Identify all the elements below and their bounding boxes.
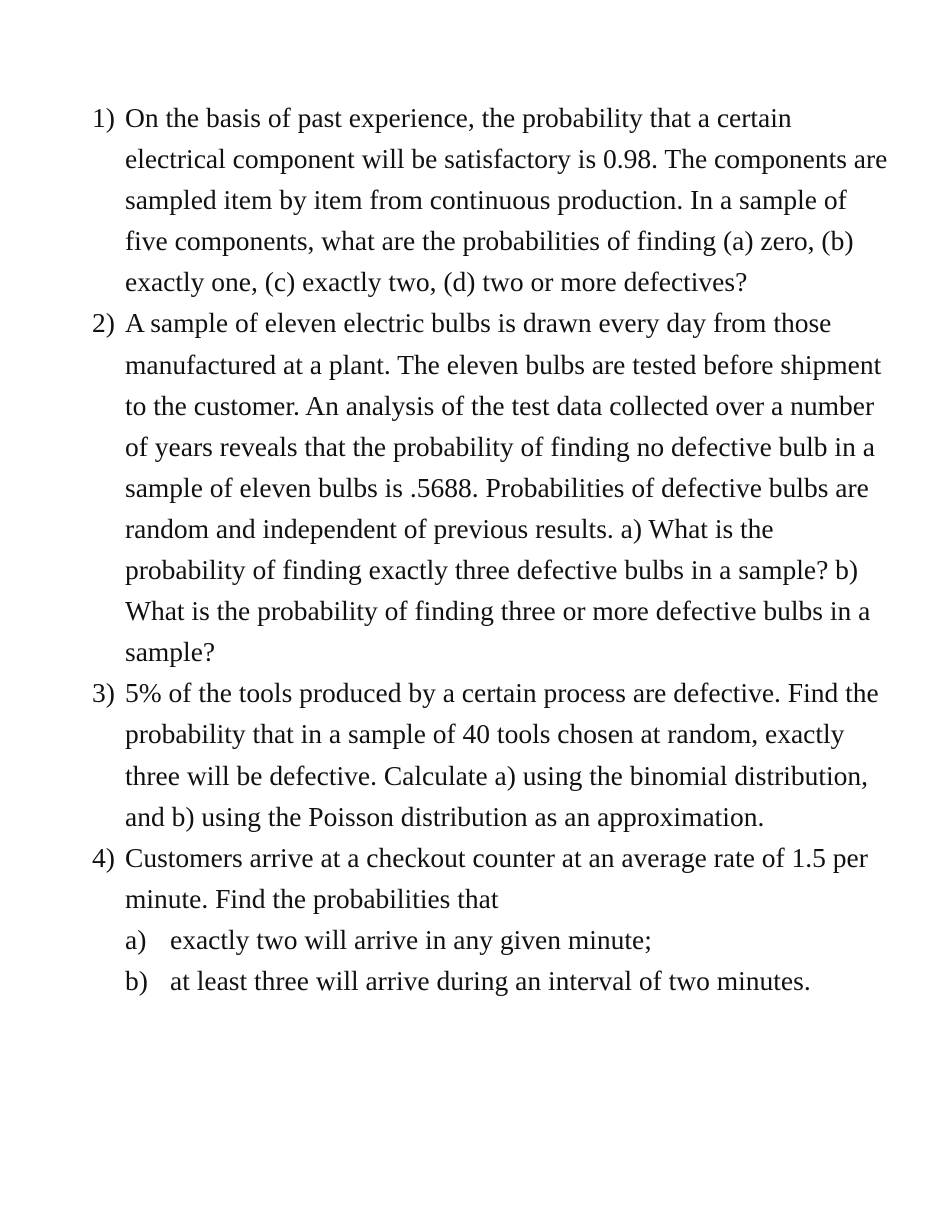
problem-text: Customers arrive at a checkout counter at an average rate of 1.5 per minute. Find the probabilities that (125, 841, 868, 914)
subitem-text: at least three will arrive during an interval of two minutes. (170, 964, 811, 996)
problem-number: 1) (92, 102, 115, 133)
subitem-label: b) (125, 964, 148, 996)
problem-item-2 (92, 302, 892, 672)
problem-text: On the basis of past experience, the probability that a certain electrical component will be satisfactory is 0.98. The components are sampled item by item from continuous production. In a sample of five components, what are the probabilities of finding (a) zero, (b) exactly one, (c) exactly two, (d) two or more defectives? (125, 102, 888, 298)
subitem-text: exactly two will arrive in any given minute; (170, 923, 652, 955)
subitem-list (125, 919, 892, 1001)
subitem-b (125, 960, 892, 1001)
subitem-label: a) (125, 923, 147, 955)
problem-text: A sample of eleven electric bulbs is drawn every day from those manufactured at a plant. The eleven bulbs are tested before shipment to the customer. An analysis of the test data collected over a number of years reveals that the probability of finding no defective bulb in a sample of eleven bulbs is .5688. Probabilities of defective bulbs are random and independent of previous results. a) What is the probability of finding exactly three defective bulbs in a sample? b) What is the probability of finding three or more defective bulbs in a sample? (125, 307, 882, 668)
problem-item-1 (92, 97, 892, 302)
problem-number: 4) (92, 841, 115, 873)
problem-item-4 (92, 837, 892, 1001)
problem-text: 5% of the tools produced by a certain process are defective. Find the probability that in a sample of 40 tools chosen at random, exactly three will be defective. Calculate a) using the binomial distribution, and b) using the Poisson distribution as an approximation. (125, 677, 879, 832)
problem-number: 2) (92, 307, 115, 339)
problem-item-3 (92, 672, 892, 836)
problem-number: 3) (92, 677, 115, 709)
problem-list (92, 97, 892, 1001)
subitem-a (125, 919, 892, 960)
